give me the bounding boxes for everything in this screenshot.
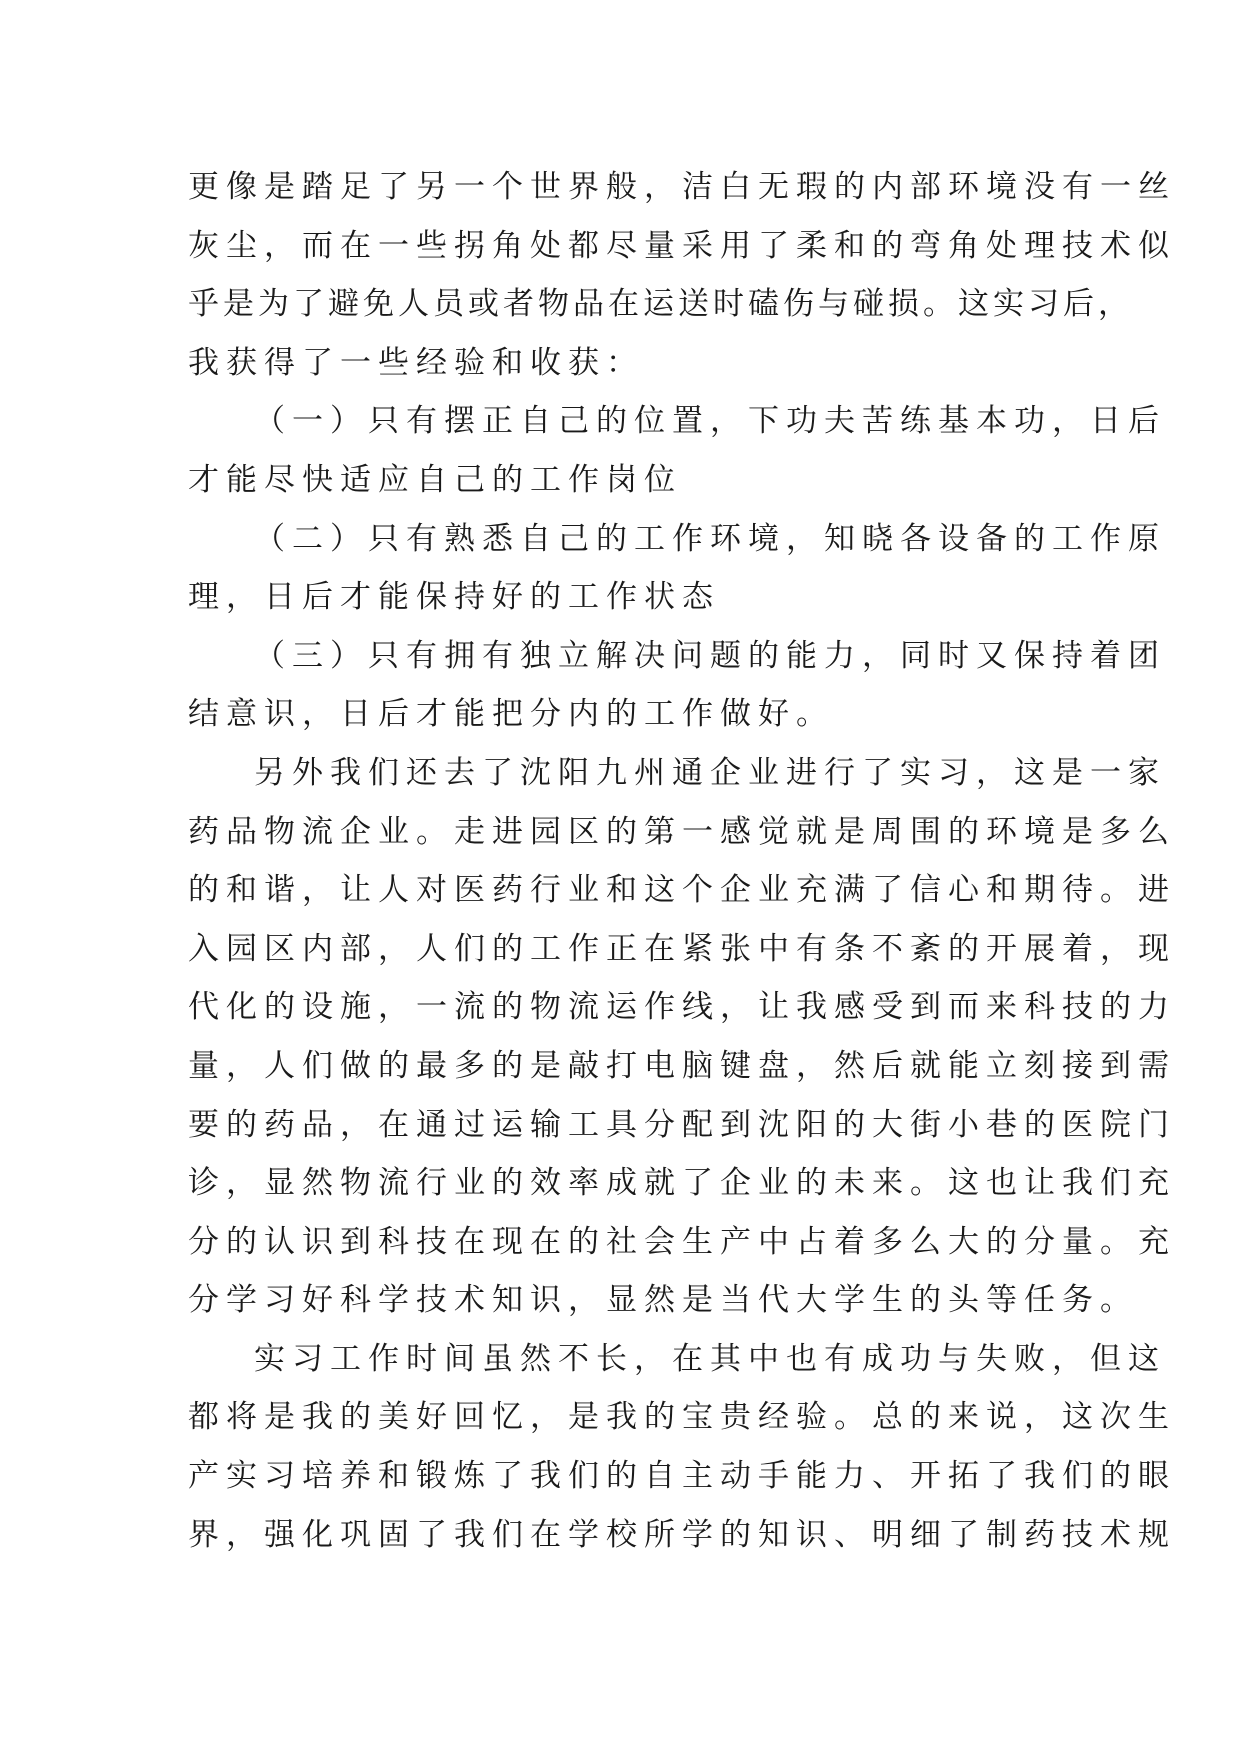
text-line: 的和谐，让人对医药行业和这个企业充满了信心和期待。进 xyxy=(188,872,1176,909)
text-line: 代化的设施，一流的物流运作线，让我感受到而来科技的力 xyxy=(188,989,1176,1026)
text-line: 另外我们还去了沈阳九州通企业进行了实习，这是一家 xyxy=(254,754,1166,791)
text-line: 产实习培养和锻炼了我们的自主动手能力、开拓了我们的眼 xyxy=(188,1458,1176,1495)
text-line: 都将是我的美好回忆，是我的宝贵经验。总的来说，这次生 xyxy=(188,1399,1176,1436)
text-line: 理，日后才能保持好的工作状态 xyxy=(188,579,720,616)
text-line: 入园区内部，人们的工作正在紧张中有条不紊的开展着，现 xyxy=(188,930,1176,967)
text-line: （一）只有摆正自己的位置，下功夫苦练基本功，日后 xyxy=(254,403,1166,440)
text-line: 更像是踏足了另一个世界般，洁白无瑕的内部环境没有一丝 xyxy=(188,169,1176,205)
body-text xyxy=(188,158,1176,1564)
text-line: 乎是为了避免人员或者物品在运送时磕伤与碰损。这实习后， xyxy=(188,286,1133,323)
text-line: 结意识，日后才能把分内的工作做好。 xyxy=(188,696,834,733)
text-line: 分的认识到科技在现在的社会生产中占着多么大的分量。充 xyxy=(188,1223,1176,1260)
text-line: 界，强化巩固了我们在学校所学的知识、明细了制药技术规 xyxy=(188,1516,1176,1553)
text-line: 实习工作时间虽然不长，在其中也有成功与失败，但这 xyxy=(254,1340,1166,1377)
text-line: 我获得了一些经验和收获： xyxy=(188,344,644,381)
text-line: 药品物流企业。走进园区的第一感觉就是周围的环境是多么 xyxy=(188,813,1176,850)
text-line: （二）只有熟悉自己的工作环境，知晓各设备的工作原 xyxy=(254,520,1166,557)
text-line: 灰尘，而在一些拐角处都尽量采用了柔和的弯角处理技术似 xyxy=(188,227,1176,264)
text-line: 诊，显然物流行业的效率成就了企业的未来。这也让我们充 xyxy=(188,1165,1176,1202)
text-line: 量，人们做的最多的是敲打电脑键盘，然后就能立刻接到需 xyxy=(188,1047,1176,1084)
text-line: 要的药品，在通过运输工具分配到沈阳的大街小巷的医院门 xyxy=(188,1106,1176,1143)
text-line: 才能尽快适应自己的工作岗位 xyxy=(188,461,682,498)
text-line: 分学习好科学技术知识，显然是当代大学生的头等任务。 xyxy=(188,1282,1138,1319)
text-line: （三）只有拥有独立解决问题的能力，同时又保持着团 xyxy=(254,637,1166,674)
